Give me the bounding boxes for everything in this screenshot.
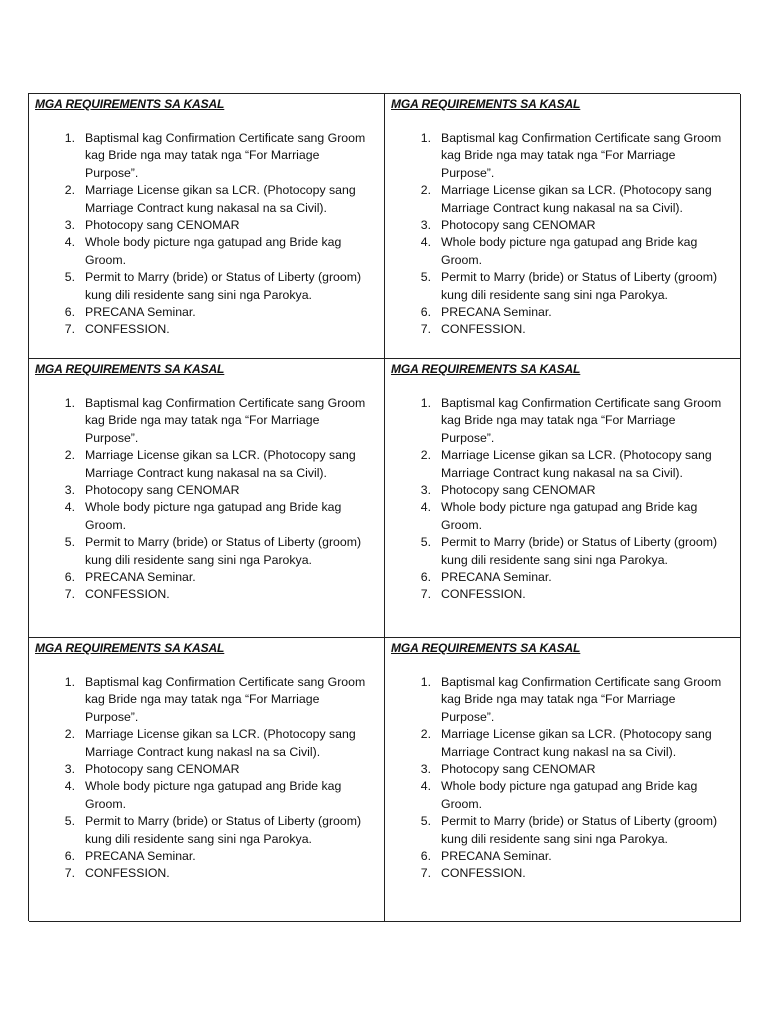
- list-item: [391, 447, 732, 482]
- item-number: 7.: [64, 322, 75, 337]
- item-text: CONFESSION.: [441, 587, 526, 602]
- card-title: MGA REQUIREMENTS SA KASAL: [391, 97, 581, 111]
- list-item: [35, 848, 376, 865]
- item-number: 2.: [64, 448, 75, 463]
- item-number: 4.: [420, 235, 431, 250]
- card-title: MGA REQUIREMENTS SA KASAL: [35, 641, 225, 655]
- item-number: 3.: [420, 483, 431, 498]
- item-number: 2.: [420, 448, 431, 463]
- requirements-list: [391, 674, 732, 883]
- list-item: [391, 674, 732, 726]
- item-text: Photocopy sang CENOMAR: [441, 762, 596, 777]
- requirements-list: [391, 395, 732, 604]
- list-item: [391, 130, 732, 182]
- list-item: [35, 674, 376, 726]
- item-number: 4.: [420, 500, 431, 515]
- item-number: 3.: [64, 218, 75, 233]
- card-title: MGA REQUIREMENTS SA KASAL: [35, 362, 225, 376]
- item-text: Photocopy sang CENOMAR: [85, 218, 240, 233]
- item-text: CONFESSION.: [441, 322, 526, 337]
- requirements-card-grid: [28, 93, 740, 921]
- item-number: 3.: [64, 762, 75, 777]
- list-item: [391, 182, 732, 217]
- item-number: 4.: [64, 235, 75, 250]
- item-number: 4.: [64, 779, 75, 794]
- list-item: [35, 761, 376, 778]
- item-text: Baptismal kag Confirmation Certificate sang Groom kag Bride nga may tatak nga “For Marriage Purpose”.: [85, 396, 366, 445]
- item-number: 4.: [420, 779, 431, 794]
- list-item: [391, 395, 732, 447]
- card-title: MGA REQUIREMENTS SA KASAL: [391, 641, 581, 655]
- list-item: [391, 848, 732, 865]
- item-number: 6.: [64, 570, 75, 585]
- item-text: Marriage License gikan sa LCR. (Photocopy sang Marriage Contract kung nakasal na sa Civil).: [85, 448, 356, 480]
- item-text: PRECANA Seminar.: [441, 305, 552, 320]
- item-text: CONFESSION.: [441, 866, 526, 881]
- item-number: 4.: [64, 500, 75, 515]
- item-text: CONFESSION.: [85, 587, 170, 602]
- item-number: 5.: [420, 535, 431, 550]
- item-number: 6.: [420, 305, 431, 320]
- list-item: [35, 569, 376, 586]
- list-item: [35, 586, 376, 603]
- item-number: 7.: [420, 587, 431, 602]
- item-text: Permit to Marry (bride) or Status of Liberty (groom) kung dili residente sang sini nga Parokya.: [85, 535, 362, 567]
- item-text: Permit to Marry (bride) or Status of Liberty (groom) kung dili residente sang sini nga Parokya.: [85, 814, 362, 846]
- item-number: 2.: [64, 727, 75, 742]
- item-text: Marriage License gikan sa LCR. (Photocopy sang Marriage Contract kung nakasal na sa Civil).: [441, 183, 712, 215]
- item-text: PRECANA Seminar.: [85, 570, 196, 585]
- item-number: 2.: [420, 727, 431, 742]
- list-item: [35, 217, 376, 234]
- item-text: Marriage License gikan sa LCR. (Photocopy sang Marriage Contract kung nakasal na sa Civil).: [441, 448, 712, 480]
- item-text: Photocopy sang CENOMAR: [441, 218, 596, 233]
- list-item: [391, 234, 732, 269]
- item-text: Marriage License gikan sa LCR. (Photocopy sang Marriage Contract kung nakasl na sa Civil).: [441, 727, 712, 759]
- list-item: [35, 182, 376, 217]
- item-number: 1.: [420, 396, 431, 410]
- card-title: MGA REQUIREMENTS SA KASAL: [391, 362, 581, 376]
- list-item: [35, 865, 376, 882]
- item-text: Whole body picture nga gatupad ang Bride kag Groom.: [441, 235, 698, 267]
- item-number: 1.: [64, 675, 75, 689]
- requirements-card: [29, 94, 385, 359]
- item-number: 5.: [420, 814, 431, 829]
- item-number: 6.: [420, 570, 431, 585]
- item-number: 7.: [64, 866, 75, 881]
- item-number: 2.: [420, 183, 431, 198]
- list-item: [35, 499, 376, 534]
- list-item: [391, 534, 732, 569]
- list-item: [35, 534, 376, 569]
- item-number: 6.: [64, 849, 75, 864]
- list-item: [391, 321, 732, 338]
- list-item: [391, 865, 732, 882]
- item-text: CONFESSION.: [85, 866, 170, 881]
- item-number: 6.: [64, 305, 75, 320]
- list-item: [391, 761, 732, 778]
- item-text: Whole body picture nga gatupad ang Bride kag Groom.: [85, 779, 342, 811]
- list-item: [35, 395, 376, 447]
- item-text: Marriage License gikan sa LCR. (Photocopy sang Marriage Contract kung nakasl na sa Civil).: [85, 727, 356, 759]
- list-item: [391, 726, 732, 761]
- list-item: [391, 586, 732, 603]
- item-text: Whole body picture nga gatupad ang Bride kag Groom.: [441, 779, 698, 811]
- requirements-card: [385, 638, 741, 922]
- item-number: 5.: [420, 270, 431, 285]
- item-number: 3.: [420, 762, 431, 777]
- item-text: Baptismal kag Confirmation Certificate sang Groom kag Bride nga may tatak nga “For Marriage Purpose”.: [85, 131, 366, 180]
- list-item: [391, 304, 732, 321]
- requirements-card: [29, 638, 385, 922]
- item-text: Permit to Marry (bride) or Status of Liberty (groom) kung dili residente sang sini nga Parokya.: [441, 814, 718, 846]
- list-item: [35, 447, 376, 482]
- list-item: [35, 269, 376, 304]
- card-title: MGA REQUIREMENTS SA KASAL: [35, 97, 225, 111]
- item-text: Photocopy sang CENOMAR: [85, 762, 240, 777]
- item-text: Permit to Marry (bride) or Status of Liberty (groom) kung dili residente sang sini nga Parokya.: [85, 270, 362, 302]
- item-number: 1.: [420, 131, 431, 145]
- item-text: Permit to Marry (bride) or Status of Liberty (groom) kung dili residente sang sini nga Parokya.: [441, 535, 718, 567]
- item-number: 3.: [64, 483, 75, 498]
- list-item: [391, 499, 732, 534]
- requirements-list: [35, 395, 376, 604]
- list-item: [35, 778, 376, 813]
- requirements-list: [35, 130, 376, 339]
- item-text: Whole body picture nga gatupad ang Bride kag Groom.: [85, 500, 342, 532]
- item-number: 5.: [64, 270, 75, 285]
- item-text: Baptismal kag Confirmation Certificate sang Groom kag Bride nga may tatak nga “For Marriage Purpose”.: [85, 675, 366, 724]
- item-number: 5.: [64, 814, 75, 829]
- list-item: [391, 778, 732, 813]
- requirements-card: [385, 94, 741, 359]
- item-text: Baptismal kag Confirmation Certificate sang Groom kag Bride nga may tatak nga “For Marriage Purpose”.: [441, 675, 722, 724]
- list-item: [391, 569, 732, 586]
- item-text: Permit to Marry (bride) or Status of Liberty (groom) kung dili residente sang sini nga Parokya.: [441, 270, 718, 302]
- item-number: 7.: [64, 587, 75, 602]
- item-number: 6.: [420, 849, 431, 864]
- item-text: PRECANA Seminar.: [441, 570, 552, 585]
- requirements-list: [391, 130, 732, 339]
- list-item: [391, 269, 732, 304]
- list-item: [35, 234, 376, 269]
- item-text: Photocopy sang CENOMAR: [85, 483, 240, 498]
- list-item: [391, 482, 732, 499]
- item-number: 1.: [64, 396, 75, 410]
- item-text: Marriage License gikan sa LCR. (Photocopy sang Marriage Contract kung nakasal na sa Civil).: [85, 183, 356, 215]
- item-number: 7.: [420, 866, 431, 881]
- item-text: PRECANA Seminar.: [85, 305, 196, 320]
- list-item: [35, 482, 376, 499]
- item-number: 5.: [64, 535, 75, 550]
- list-item: [35, 304, 376, 321]
- requirements-card: [385, 359, 741, 638]
- list-item: [391, 217, 732, 234]
- requirements-card: [29, 359, 385, 638]
- item-text: CONFESSION.: [85, 322, 170, 337]
- list-item: [391, 813, 732, 848]
- list-item: [35, 130, 376, 182]
- item-text: Photocopy sang CENOMAR: [441, 483, 596, 498]
- item-text: Baptismal kag Confirmation Certificate sang Groom kag Bride nga may tatak nga “For Marriage Purpose”.: [441, 396, 722, 445]
- requirements-list: [35, 674, 376, 883]
- list-item: [35, 813, 376, 848]
- list-item: [35, 726, 376, 761]
- item-text: Whole body picture nga gatupad ang Bride kag Groom.: [441, 500, 698, 532]
- item-text: PRECANA Seminar.: [85, 849, 196, 864]
- item-number: 7.: [420, 322, 431, 337]
- item-number: 1.: [64, 131, 75, 145]
- item-number: 3.: [420, 218, 431, 233]
- item-number: 2.: [64, 183, 75, 198]
- list-item: [35, 321, 376, 338]
- item-text: PRECANA Seminar.: [441, 849, 552, 864]
- item-number: 1.: [420, 675, 431, 689]
- item-text: Baptismal kag Confirmation Certificate sang Groom kag Bride nga may tatak nga “For Marriage Purpose”.: [441, 131, 722, 180]
- item-text: Whole body picture nga gatupad ang Bride kag Groom.: [85, 235, 342, 267]
